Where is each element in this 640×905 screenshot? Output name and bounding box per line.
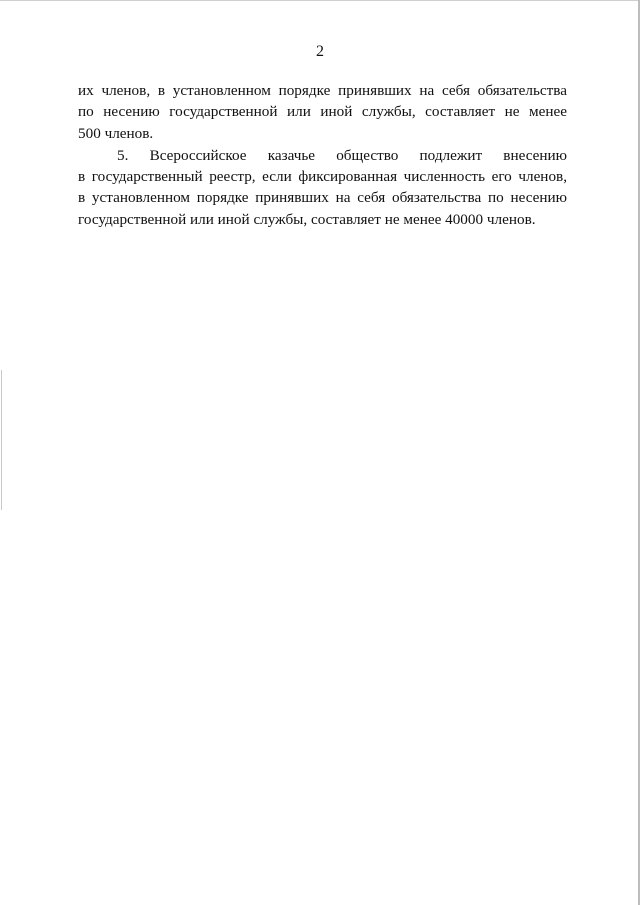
- text-line-paragraph-start: 5. Всероссийское казачье общество подлежит внесению: [117, 146, 567, 164]
- text-line: в установленном порядке принявших на себя обязательства по несению: [78, 189, 567, 207]
- text-line: 500 членов.: [78, 124, 154, 142]
- text-line: их членов, в установленном порядке принявших на себя обязательства: [78, 82, 567, 99]
- page-number: 2: [316, 43, 324, 60]
- text-line: государственной или иной службы, составляет не менее 40000 членов.: [78, 210, 536, 228]
- document-body: [78, 80, 567, 230]
- page-top-edge: [0, 0, 640, 1]
- text-line: в государственный реестр, если фиксированная численность его членов,: [78, 168, 567, 186]
- text-line: по несению государственной или иной службы, составляет не менее: [78, 103, 567, 121]
- scan-artifact: [1, 370, 2, 510]
